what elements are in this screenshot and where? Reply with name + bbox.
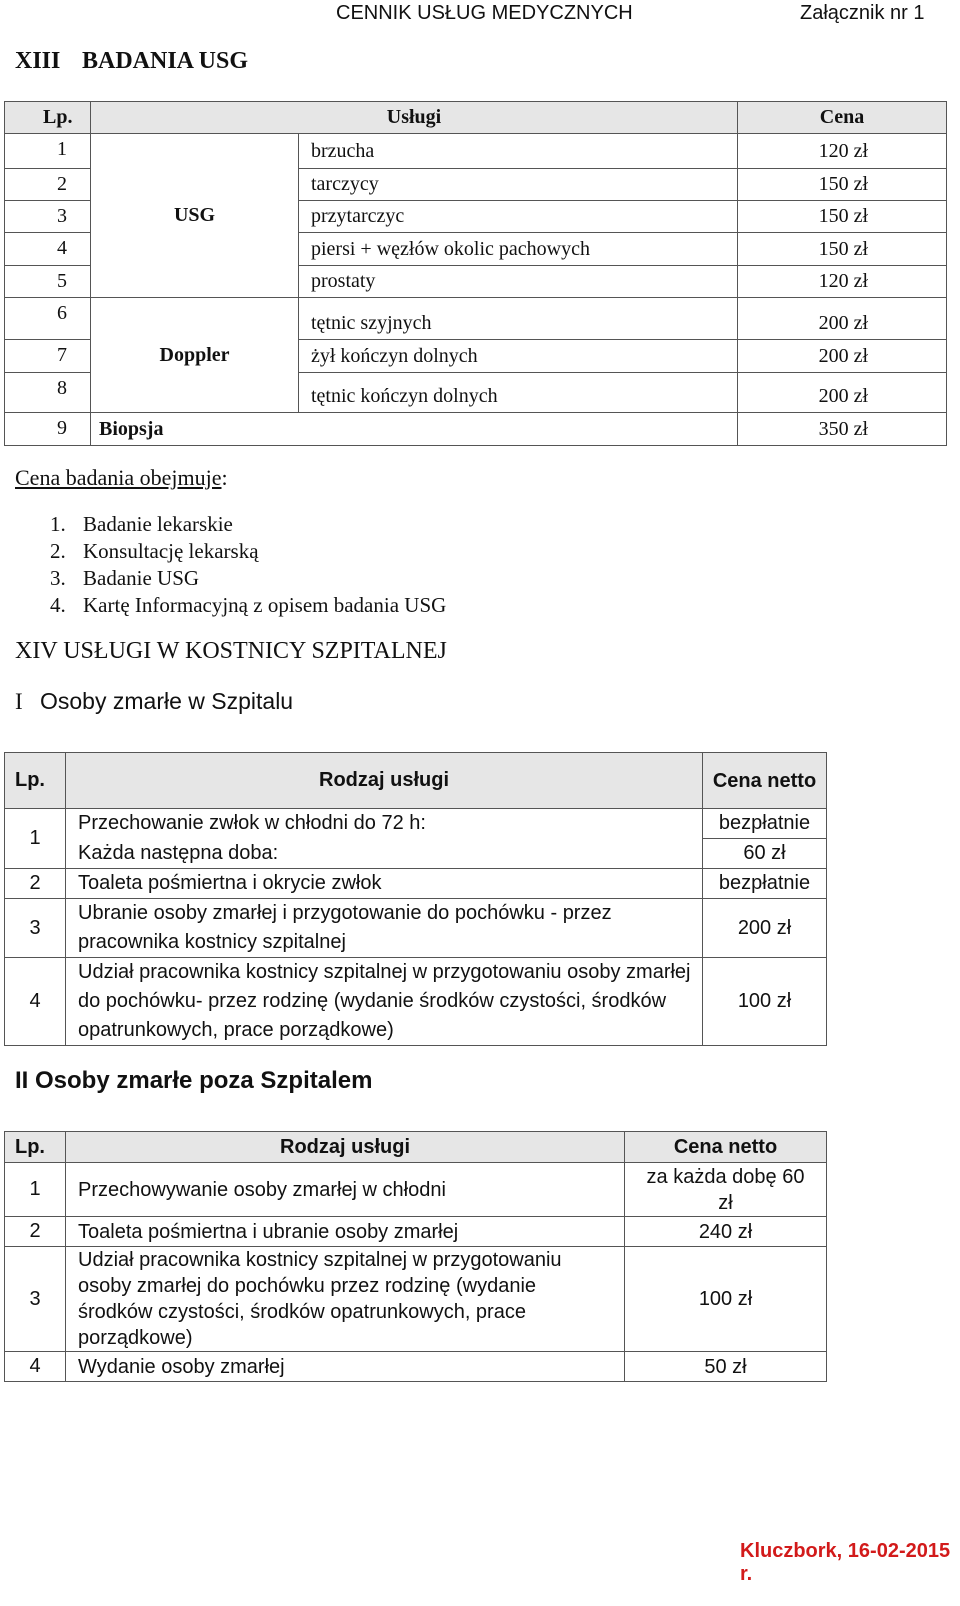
- table-header-row: [5, 102, 947, 134]
- row-price: 200 zł: [703, 899, 827, 958]
- table-row: [5, 134, 947, 169]
- row-price: 150 zł: [738, 201, 947, 233]
- group-doppler: [91, 298, 299, 413]
- list-item-text: Kartę Informacyjną z opisem badania USG: [83, 593, 447, 617]
- column-header-lp: Lp.: [5, 753, 66, 809]
- table-row: [5, 1352, 827, 1382]
- price-includes-title-colon: :: [221, 465, 228, 490]
- row-lp: 2: [5, 869, 66, 899]
- table-row: [5, 413, 947, 446]
- row-service: Toaleta pośmiertna i ubranie osoby zmarłej: [66, 1217, 625, 1247]
- row-price: 350 zł: [738, 413, 947, 446]
- row-lp: 6: [5, 298, 91, 340]
- section-14-heading: XIV USŁUGI W KOSTNICY SZPITALNEJ: [15, 638, 447, 664]
- row-service: tarczycy: [299, 169, 738, 201]
- row-service: Udział pracownika kostnicy szpitalnej w przygotowaniu osoby zmarłej do pochówku przez rodzinę (wydanie środków czystości, środków opatrunkowych, prace porządkowe): [66, 1247, 625, 1352]
- table-row: [5, 809, 827, 839]
- subsection-1-heading: [15, 688, 293, 715]
- row-lp: 9: [5, 413, 91, 446]
- row-lp: 4: [5, 233, 91, 266]
- row-service: żył kończyn dolnych: [299, 340, 738, 373]
- row-price: 200 zł: [738, 373, 947, 413]
- row-service: Udział pracownika kostnicy szpitalnej w przygotowaniu osoby zmarłej do pochówku- przez rodzinę (wydanie środków czystości, środków opatrunkowych, prace porządkowe): [66, 958, 703, 1046]
- list-item-number: 4.: [50, 593, 66, 617]
- row-service: Wydanie osoby zmarłej: [66, 1352, 625, 1382]
- morgue-in-hospital-table: [4, 752, 827, 1046]
- column-header-lp: Lp.: [5, 1132, 66, 1163]
- column-header-net-price: Cena netto: [625, 1132, 827, 1163]
- group-doppler-label: Doppler: [159, 343, 230, 366]
- list-item-text: Konsultację lekarską: [83, 539, 259, 563]
- column-header-price: Cena: [738, 102, 947, 134]
- row-lp: 8: [5, 373, 91, 413]
- row-price: bezpłatnie: [703, 869, 827, 899]
- row-lp: 1: [5, 134, 91, 169]
- row-service: prostaty: [299, 266, 738, 298]
- row-lp: 1: [5, 1163, 66, 1217]
- row-service: tętnic kończyn dolnych: [299, 373, 738, 413]
- document-header-title: CENNIK USŁUG MEDYCZNYCH: [336, 2, 633, 24]
- list-item-text: Badanie USG: [83, 566, 200, 590]
- list-item: [50, 565, 446, 592]
- subsection-2-heading: II Osoby zmarłe poza Szpitalem: [15, 1067, 373, 1094]
- price-includes-title-text: Cena badania obejmuje: [15, 465, 222, 490]
- annex-label: Załącznik nr 1: [800, 2, 925, 24]
- row-lp: 5: [5, 266, 91, 298]
- row-service: Przechowywanie osoby zmarłej w chłodni: [66, 1163, 625, 1217]
- section-13-title: BADANIA USG: [82, 48, 249, 74]
- group-usg: [91, 134, 299, 298]
- table-row: [5, 1163, 827, 1217]
- row-price: 100 zł: [625, 1247, 827, 1352]
- list-item: [50, 511, 446, 538]
- price-includes-list: [50, 511, 446, 619]
- column-header-service-type: Rodzaj usługi: [66, 1132, 625, 1163]
- row-service: przytarczyc: [299, 201, 738, 233]
- list-item: [50, 538, 446, 565]
- list-item-number: 1.: [50, 512, 66, 536]
- row-price: bezpłatnie: [703, 809, 827, 839]
- row-lp: 3: [5, 1247, 66, 1352]
- row-price: 120 zł: [738, 134, 947, 169]
- table-row: [5, 1217, 827, 1247]
- row-lp: 1: [5, 809, 66, 869]
- column-header-services: Usługi: [91, 102, 738, 134]
- row-lp: 2: [5, 169, 91, 201]
- row-price: 60 zł: [703, 839, 827, 869]
- row-lp: 3: [5, 899, 66, 958]
- row-lp: 4: [5, 1352, 66, 1382]
- price-includes-title: [15, 465, 228, 491]
- row-price: 200 zł: [738, 298, 947, 340]
- place-and-date: Kluczbork, 16-02-2015 r.: [740, 1540, 951, 1585]
- row-lp: 2: [5, 1217, 66, 1247]
- morgue-outside-hospital-table: [4, 1131, 827, 1382]
- table-header-row: [5, 1132, 827, 1163]
- row-service: Przechowanie zwłok w chłodni do 72 h:: [66, 809, 703, 839]
- row-service: tętnic szyjnych: [299, 298, 738, 340]
- row-price: 100 zł: [703, 958, 827, 1046]
- table-row: [5, 298, 947, 340]
- table-row: [5, 1247, 827, 1352]
- table-header-row: [5, 753, 827, 809]
- row-price: 150 zł: [738, 169, 947, 201]
- table-row: [5, 869, 827, 899]
- group-usg-label: USG: [173, 204, 216, 226]
- table-row: [5, 899, 827, 958]
- list-item: [50, 592, 446, 619]
- list-item-number: 2.: [50, 539, 66, 563]
- column-header-lp: Lp.: [5, 102, 91, 134]
- usg-price-table: [4, 101, 947, 446]
- row-service: Każda następna doba:: [66, 839, 703, 869]
- row-lp: 3: [5, 201, 91, 233]
- list-item-text: Badanie lekarskie: [83, 512, 233, 536]
- row-price: za każda dobę 60 zł: [625, 1163, 827, 1217]
- row-price: 150 zł: [738, 233, 947, 266]
- row-service: brzucha: [299, 134, 738, 169]
- row-service: Toaleta pośmiertna i okrycie zwłok: [66, 869, 703, 899]
- row-service: Biopsja: [91, 413, 738, 446]
- table-row: [5, 839, 827, 869]
- column-header-net-price: Cena netto: [703, 753, 827, 809]
- row-lp: 7: [5, 340, 91, 373]
- row-price: 50 zł: [625, 1352, 827, 1382]
- table-row: [5, 958, 827, 1046]
- row-price: 240 zł: [625, 1217, 827, 1247]
- section-13-heading: [15, 48, 248, 75]
- subsection-1-title: Osoby zmarłe w Szpitalu: [40, 688, 294, 714]
- row-price: 120 zł: [738, 266, 947, 298]
- list-item-number: 3.: [50, 566, 66, 590]
- row-lp: 4: [5, 958, 66, 1046]
- subsection-1-number: I: [15, 689, 23, 714]
- row-price: 200 zł: [738, 340, 947, 373]
- row-service: piersi + węzłów okolic pachowych: [299, 233, 738, 266]
- column-header-service-type: Rodzaj usługi: [66, 753, 703, 809]
- row-service: Ubranie osoby zmarłej i przygotowanie do pochówku - przez pracownika kostnicy szpitalnej: [66, 899, 703, 958]
- section-13-number: XIII: [15, 48, 61, 74]
